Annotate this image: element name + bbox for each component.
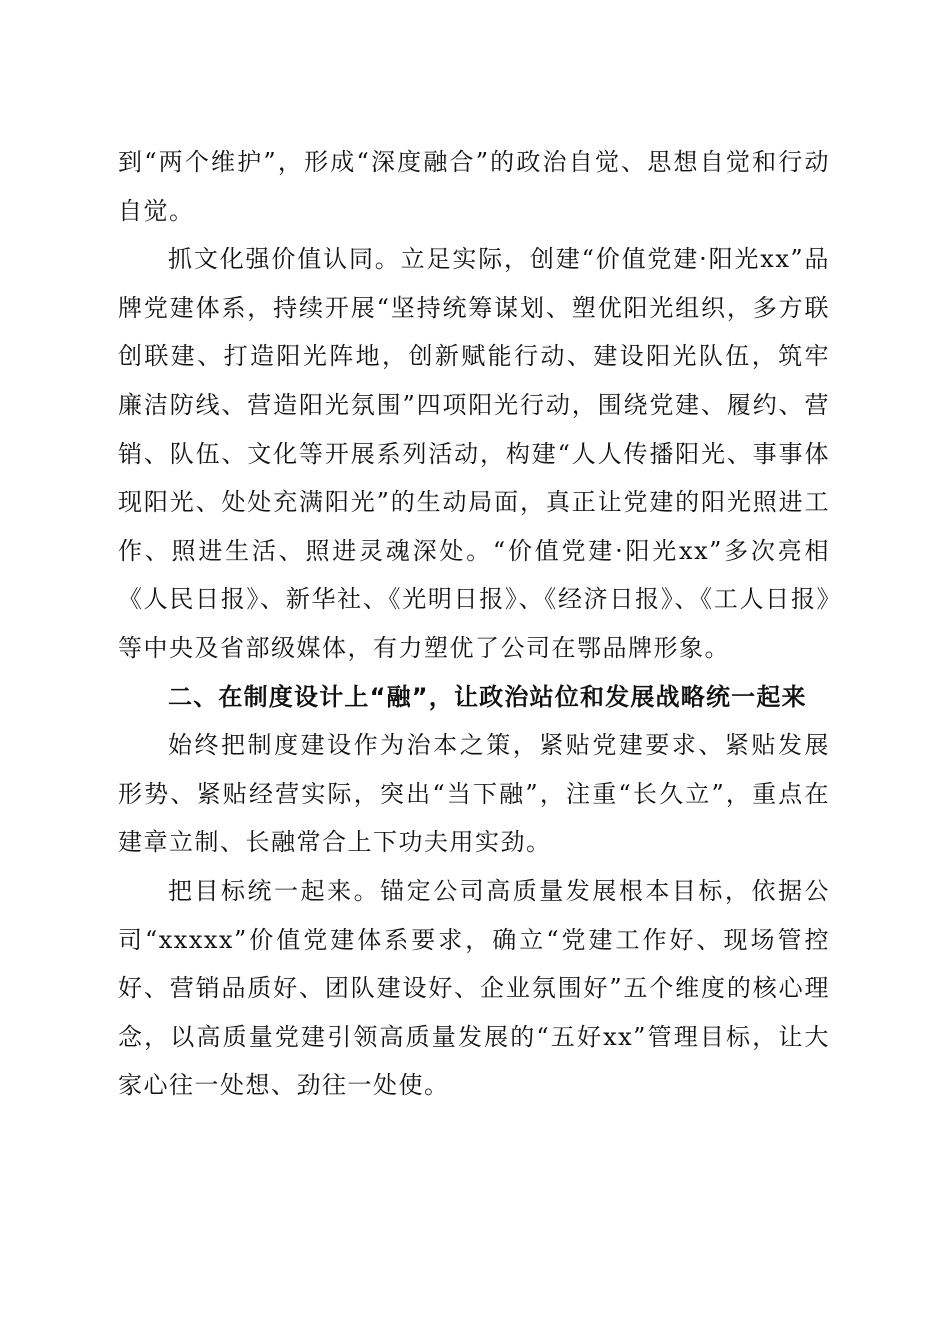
paragraph-culture-value: 抓文化强价值认同。立足实际，创建“价值党建·阳光xx”品牌党建体系，持续开展“坚持统筹谋划、塑优阳光组织，多方联创联建、打造阳光阵地，创新赋能行动、建设阳光队伍，筑牢廉洁防线、营造阳光氛围”四项阳光行动，围绕党建、履约、营销、队伍、文化等开展系列活动，构建“人人传播阳光、事事体现阳光、处处充满阳光”的生动局面，真正让党建的阳光照进工作、照进生活、照进灵魂深处。“价值党建·阳光xx”多次亮相《人民日报》、新华社、《光明日报》、《经济日报》、《工人日报》等中央及省部级媒体，有力塑优了公司在鄂品牌形象。 <box>118 245 830 662</box>
section-heading-two: 二、在制度设计上“融”，让政治站位和发展战略统一起来 <box>168 682 807 711</box>
paragraph-unify-goals: 把目标统一起来。锚定公司高质量发展根本目标，依据公司“xxxxx”价值党建体系要求，确立“党建工作好、现场管控好、营销品质好、团队建设好、企业氛围好”五个维度的核心理念，以高质量党建引领高质量发展的“五好xx”管理目标，让大家心往一处想、劲往一处使。 <box>118 876 830 1100</box>
paragraph-system-design: 始终把制度建设作为治本之策，紧贴党建要求、紧贴发展形势、紧贴经营实际，突出“当下融”，注重“长久立”，重点在建章立制、长融常合上下功夫用实劲。 <box>118 731 830 857</box>
paragraph-continuation: 到“两个维护”，形成“深度融合”的政治自觉、思想自觉和行动自觉。 <box>118 148 830 225</box>
document-body <box>118 138 830 1110</box>
